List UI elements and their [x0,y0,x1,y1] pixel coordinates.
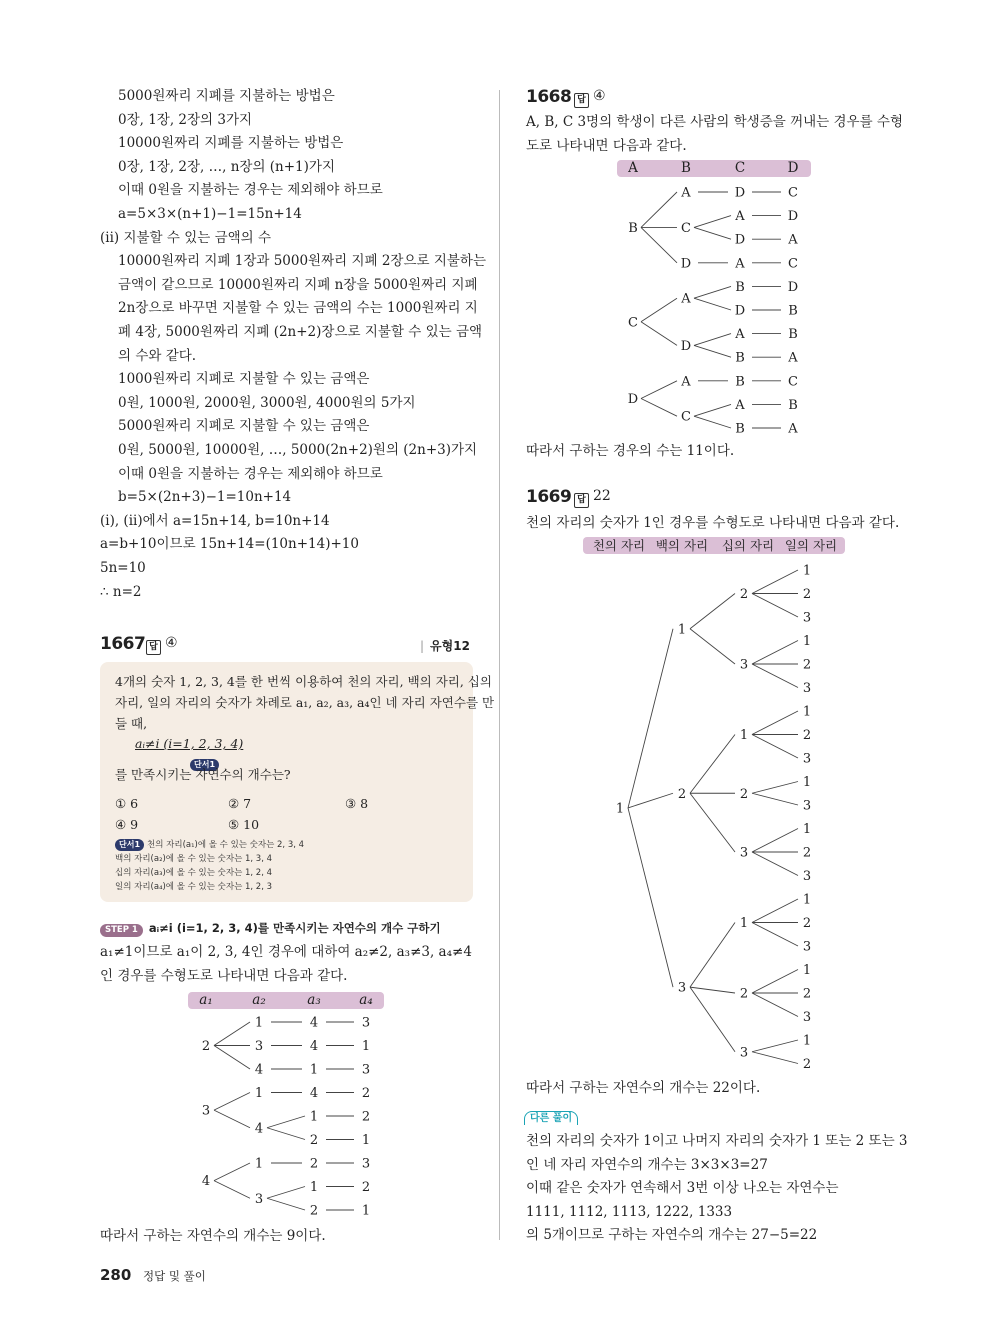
tree-node: D [627,392,639,407]
tree-node: 1 [361,1203,371,1219]
hint-badge: 단서1 [115,839,144,851]
tree-node: 2 [201,1039,211,1054]
text-line: (ii) 지불할 수 있는 금액의 수 [100,229,272,246]
alt-line: 천의 자리의 숫자가 1이고 나머지 자리의 숫자가 1 또는 2 또는 3 [526,1133,908,1149]
tree-node: B [735,279,745,295]
step-badge: STEP 1 [100,924,143,937]
tree-edge [267,1116,305,1128]
tree-header-cell: 천의 자리 [592,538,646,553]
tree-node: 3 [361,1156,371,1172]
tree-edge [752,711,798,735]
text-line: 0원, 5000원, 10000원, …, 5000(2n+2)원의 (2n+3)가지 [118,442,478,458]
tree-node: 2 [802,587,812,602]
tree-edge [694,216,731,228]
tree-node: 2 [361,1180,371,1195]
tree-node: 3 [802,939,812,955]
tree-node: 3 [802,751,812,767]
tree-node: D [734,232,746,248]
hint-badge: 단서1 [190,759,219,771]
tree-node: 1 [677,622,687,638]
tree-node: A [681,374,691,390]
tree-node: 2 [802,845,812,861]
tree-header-cell: 백의 자리 [655,538,709,553]
tree-node: A [681,185,691,201]
text-line: 2n장으로 바꾸면 지불할 수 있는 금액의 수는 1000원짜리 지 [118,300,478,317]
text-line: 5000원짜리 지폐로 지불할 수 있는 금액은 [118,418,370,435]
text-line: 폐 4장, 5000원짜리 지폐 (2n+2)장으로 지불할 수 있는 금액 [118,324,483,340]
tree-header-1669 [583,537,845,554]
conclusion-1669: 따라서 구하는 자연수의 개수는 22이다. [526,1080,761,1096]
tree-node: D [680,256,692,272]
column-divider [499,90,500,1240]
tree-edge [694,298,731,310]
tree-edge [752,594,798,618]
tree-node: 3 [802,681,812,696]
tree-edge [690,987,735,993]
alt-line: 1111, 1112, 1113, 1222, 1333 [526,1203,733,1220]
answer-1668: 답 ④ [574,88,606,108]
tree-node: D [734,185,746,201]
tree-diagram-1669 [600,558,840,1078]
tree-node: C [788,185,798,201]
tree-node: 3 [739,1045,749,1061]
tree-header-cell: a₂ [252,992,266,1008]
tree-node: 1 [739,916,749,931]
tree-edge [690,594,735,629]
tree-node: D [680,338,692,354]
tree-node: 2 [802,916,812,931]
tree-edge [628,808,673,987]
tree-header-cell: C [734,160,746,176]
tree-edge [752,829,798,853]
hint-line: 백의 자리(a₂)에 올 수 있는 숫자는 1, 3, 4 [115,854,273,864]
text-line: 0장, 1장, 2장의 3가지 [118,111,253,128]
tree-node: 1 [309,1180,319,1195]
tree-node: B [735,350,745,366]
tree-node: A [735,397,745,413]
tree-node: 2 [802,728,812,743]
tree-node: C [681,409,691,425]
text-line: 이때 0원을 지불하는 경우는 제외해야 하므로 [118,465,383,482]
text-line: a=5×3×(n+1)−1=15n+14 [118,206,302,222]
tree-node: 2 [802,1057,812,1072]
tree-node: 2 [739,587,749,602]
tree-node: 2 [361,1109,371,1125]
tree-header-1667 [188,992,384,1009]
tree-node: A [735,256,745,272]
hint-line: 일의 자리(a₄)에 올 수 있는 숫자는 1, 2, 3 [115,882,273,892]
text-line: A, B, C 3명의 학생이 다른 사람의 학생증을 꺼내는 경우를 수형 [526,114,903,130]
tree-edge [641,192,677,227]
tree-node: 4 [201,1174,211,1190]
tree-node: 3 [201,1103,211,1119]
intro-1669: 천의 자리의 숫자가 1인 경우를 수형도로 나타내면 다음과 같다. [526,515,900,531]
tree-node: 1 [615,801,625,817]
tree-edge [752,664,798,688]
alt-line: 인 네 자리 자연수의 개수는 3×3×3=27 [526,1156,768,1173]
tree-edge [214,1093,250,1111]
tree-edge [641,322,677,346]
tree-edge [694,334,731,346]
alt-line: 이때 같은 숫자가 연속해서 3번 이상 나오는 자연수는 [526,1180,839,1197]
tree-node: D [787,279,799,295]
tree-node: 1 [739,728,749,743]
tree-edge [641,381,677,399]
solution-line: 인 경우를 수형도로 나타내면 다음과 같다. [100,968,348,984]
tree-node: B [735,374,745,390]
tree-node: A [681,291,691,307]
tree-node: B [628,220,638,236]
hint-line: 십의 자리(a₃)에 올 수 있는 숫자는 1, 2, 4 [115,868,273,878]
tree-edge [752,793,798,805]
tree-edge [690,793,735,852]
tree-node: A [788,350,798,366]
tree-edge [690,987,735,1052]
tree-node: 1 [802,563,812,579]
tree-edge [214,1181,250,1199]
tree-node: 2 [802,657,812,673]
tree-edge [628,629,673,808]
text-line: a=b+10이므로 15n+14=(10n+14)+10 [100,536,359,553]
tree-node: 1 [309,1109,319,1125]
tree-node: 4 [309,1015,319,1031]
tree-node: 4 [254,1062,264,1078]
tree-node: 3 [739,657,749,673]
tree-header-cell: 일의 자리 [784,538,838,553]
tree-node: 3 [361,1015,371,1031]
type-tag: | 유형12 [420,639,470,653]
tree-node: 2 [802,986,812,1002]
tree-edge [690,923,735,988]
tree-node: 3 [739,845,749,861]
hint-line: 단서1 천의 자리(a₁)에 올 수 있는 숫자는 2, 3, 4 [115,838,304,852]
problem-question: 를 만족시키는 자연수의 개수는? [115,767,291,782]
tree-node: 4 [309,1086,319,1101]
tree-node: D [787,209,799,225]
tree-node: A [788,232,798,248]
text-line: 0원, 1000원, 2000원, 3000원, 4000원의 5가지 [118,394,416,411]
text-line: 5n=10 [100,560,146,576]
step-1-title: STEP 1 aᵢ≠i (i=1, 2, 3, 4)를 만족시키는 자연수의 개수 구하기 [100,920,441,937]
tree-node: C [628,315,638,331]
tree-node: 1 [254,1086,264,1101]
text-line: (i), (ii)에서 a=15n+14, b=10n+14 [100,512,330,529]
tree-node: C [788,374,798,390]
tree-edge [752,570,798,594]
question-number-1667: 1667 [100,634,146,654]
tree-edge [694,416,731,428]
choice-3: ③ 8 [345,796,369,811]
tree-node: C [681,220,691,236]
text-line: 1000원짜리 지폐로 지불할 수 있는 금액은 [118,371,370,388]
tree-node: 1 [309,1062,319,1078]
tree-node: 1 [361,1039,371,1054]
tree-edge [690,629,735,664]
tree-node: A [735,327,745,343]
alt-line: 의 5개이므로 구하는 자연수의 개수는 27−5=22 [526,1227,818,1244]
tree-node: 3 [802,798,812,814]
tree-edge [752,899,798,923]
tree-edge [752,1052,798,1064]
text-line: 5000원짜리 지폐를 지불하는 방법은 [118,88,335,104]
tree-node: B [788,303,798,319]
tree-edge [690,735,735,794]
footer-section: 정답 및 풀이 [143,1269,206,1283]
tree-edge [214,1110,250,1128]
tree-node: D [734,303,746,319]
tree-header-cell: a₁ [199,992,213,1008]
tree-node: 3 [802,1010,812,1025]
choice-5: ⑤ 10 [228,817,260,832]
tree-node: 2 [309,1156,319,1172]
tree-node: 3 [254,1191,264,1207]
tree-header-cell: 십의 자리 [721,538,775,553]
tree-header-cell: a₄ [359,992,373,1008]
text-line: 의 수와 같다. [118,347,197,364]
tree-header-cell: B [681,160,691,176]
tree-edge [752,1040,798,1052]
tree-edge [694,286,731,298]
tree-node: 2 [361,1086,371,1101]
tree-edge [752,993,798,1017]
conclusion-1668: 따라서 구하는 경우의 수는 11이다. [526,443,735,459]
tree-edge [641,399,677,417]
tree-edge [752,782,798,794]
tree-diagram-1667 [188,1010,388,1220]
answer-1667 [146,635,178,655]
tree-header-cell: a₃ [307,992,321,1008]
choice-2: ② 7 [228,796,252,811]
tree-edge [628,793,673,808]
text-line: ∴ n=2 [100,583,142,600]
tree-node: A [788,421,798,437]
tree-diagram-1668 [617,180,817,440]
tree-node: 3 [361,1062,371,1078]
tree-node: B [735,421,745,437]
tree-node: 4 [309,1039,319,1054]
tree-node: 2 [309,1203,319,1219]
tree-node: 1 [361,1133,371,1148]
tree-node: 3 [802,869,812,884]
tree-node: 1 [802,892,812,908]
tree-node: 1 [802,963,812,978]
text-line: 금액이 같으므로 10000원짜리 지폐 n장을 5000원짜리 지폐 [118,276,478,293]
tree-node: 2 [739,986,749,1002]
text-line: 0장, 1장, 2장, …, n장의 (n+1)가지 [118,158,335,175]
question-number-1669: 1669 [526,487,572,507]
tree-node: 4 [254,1121,264,1137]
text-line: 10000원짜리 지폐 1장과 5000원짜리 지폐 2장으로 지불하는 [118,253,487,270]
tree-node: 1 [802,1033,812,1049]
choice-4: ④ 9 [115,817,139,832]
answer-icon: 답 [574,93,589,108]
tree-edge [694,227,731,239]
tree-node: 3 [677,980,687,996]
tree-node: B [788,397,798,413]
tree-node: 1 [802,822,812,837]
problem-line: 4개의 숫자 1, 2, 3, 4를 한 번씩 이용하여 천의 자리, 백의 자리, 십의 [115,674,492,689]
tree-node: B [788,327,798,343]
tree-node: 2 [739,786,749,802]
tree-node: C [788,256,798,272]
tree-header-cell: D [787,160,799,176]
tree-edge [214,1046,250,1070]
question-number-1668: 1668 [526,87,572,107]
answer-value: ④ [165,635,178,651]
tree-node: 3 [802,610,812,626]
alt-solution-badge: 다른 풀이 [524,1111,578,1125]
text-line: 도로 나타내면 다음과 같다. [526,138,687,154]
conclusion-1667: 따라서 구하는 자연수의 개수는 9이다. [100,1228,326,1244]
solution-line: a₁≠1이므로 a₁이 2, 3, 4인 경우에 대하여 a₂≠2, a₃≠3, a₄≠4 [100,944,472,960]
tree-edge [752,923,798,947]
tree-edge [214,1022,250,1046]
problem-line: 들 때, [115,716,148,731]
tree-header-1668 [617,160,811,177]
tree-edge [267,1187,305,1199]
tree-edge [641,227,677,262]
tree-node: 1 [802,634,812,649]
type-tag-label: 유형12 [430,639,470,653]
tree-edge [752,735,798,759]
condition: aᵢ≠i (i=1, 2, 3, 4) [135,736,244,751]
tree-edge [694,345,731,357]
tree-edge [752,970,798,994]
problem-line: 자리, 일의 자리의 숫자가 차례로 a₁, a₂, a₃, a₄인 네 자리 자연수를 만 [115,695,495,710]
tree-edge [694,404,731,416]
page-number: 280 [100,1266,132,1284]
tree-node: 2 [677,786,687,802]
answer-1669: 답 22 [574,488,611,508]
tree-node: 2 [309,1133,319,1148]
answer-icon: 답 [146,640,161,655]
tree-header-cell: A [628,160,638,176]
choice-1: ① 6 [115,796,139,811]
tree-edge [214,1163,250,1181]
tree-edge [267,1128,305,1140]
answer-icon: 답 [574,493,589,508]
text-line: 이때 0원을 지불하는 경우는 제외해야 하므로 [118,182,383,199]
tree-node: 1 [802,775,812,790]
tree-node: 3 [254,1039,264,1054]
tree-edge [752,852,798,876]
tree-node: 1 [802,704,812,720]
tree-node: 1 [254,1156,264,1172]
text-line: 10000원짜리 지폐를 지불하는 방법은 [118,135,344,152]
tree-node: 1 [254,1015,264,1031]
text-line: b=5×(2n+3)−1=10n+14 [118,489,292,506]
tree-edge [641,298,677,322]
tree-node: A [735,209,745,225]
tree-edge [267,1198,305,1210]
tree-edge [752,641,798,665]
